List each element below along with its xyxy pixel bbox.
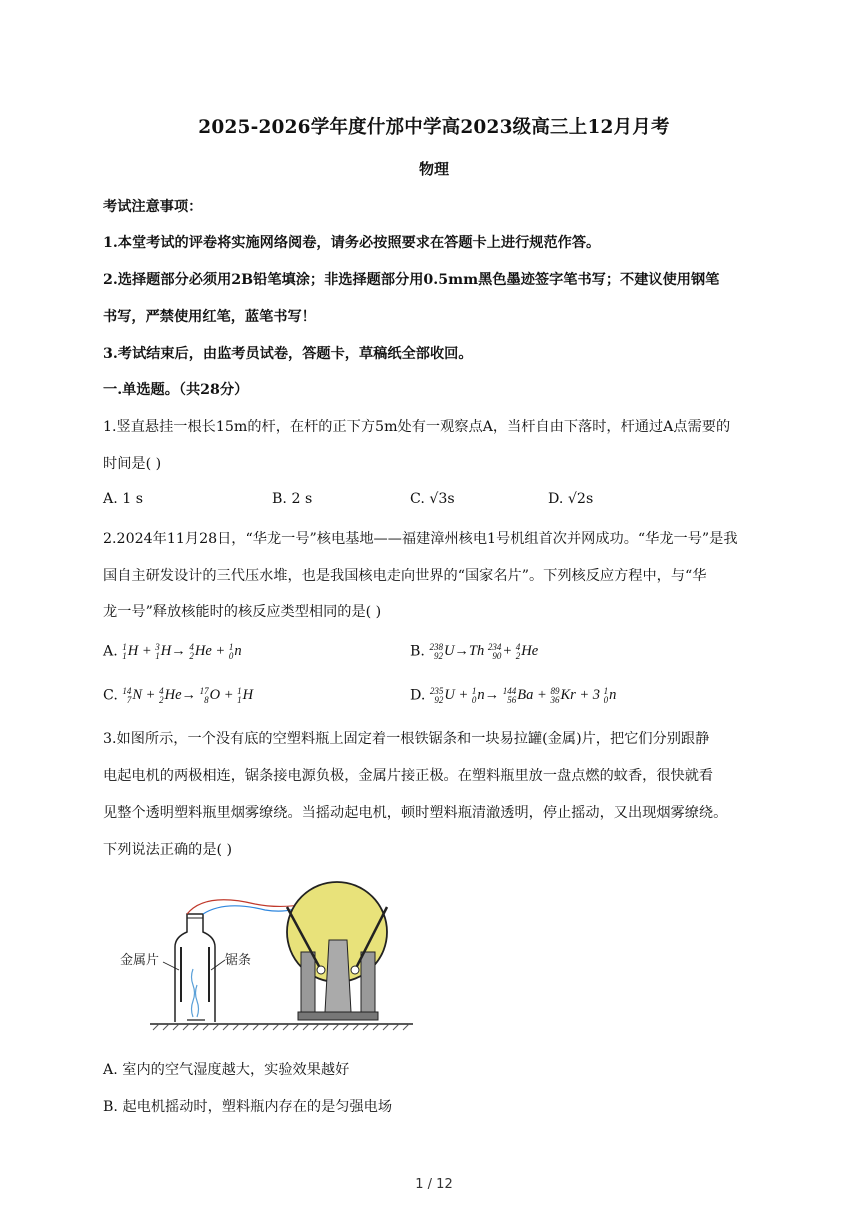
notice-item-2-cont: 书写，严禁使用红笔，蓝笔书写！ (103, 309, 316, 325)
question-3-stem: 3.如图所示，一个没有底的空塑料瓶上固定着一根铁锯条和一块易拉罐(金属)片，把它们分别跟静 (103, 731, 710, 747)
question-3-stem-cont-2: 见整个透明塑料瓶里烟雾缭绕。当摇动起电机，顿时塑料瓶清澈透明，停止摇动，又出现烟雾缭绕。 (103, 805, 728, 821)
question-3-stem-cont-1: 电起电机的两极相连，锯条接电源负极，金属片接正极。在塑料瓶里放一盘点燃的蚊香，很快就看 (103, 768, 714, 784)
page-number: 1 / 12 (415, 1177, 453, 1192)
question-1-option-a: A. 1 s (103, 491, 144, 507)
subject-title: 物理 (418, 160, 449, 178)
question-1-stem: 1.竖直悬挂一根长15m的杆，在杆的正下方5m处有一观察点A，当杆自由下落时，杆通过A点需要的 (103, 419, 731, 435)
notice-item-2: 2.选择题部分必须用2B铅笔填涂；非选择题部分用0.5mm黑色墨迹签字笔书写；不建议使用钢笔 (103, 272, 720, 288)
question-3-option-a: A. 室内的空气湿度越大，实验效果越好 (103, 1062, 350, 1078)
question-2-option-a: A. 1 1 H + 3 1 H→ 4 2 He + 1 0 n (103, 642, 242, 661)
question-1-option-c: C. √3s (410, 491, 455, 507)
question-3-stem-cont-3: 下列说法正确的是( ) (103, 842, 233, 858)
question-1-stem-cont: 时间是( ) (103, 456, 162, 472)
question-2-stem-cont-1: 国自主研发设计的三代压水堆，也是我国核电走向世界的“国家名片”。下列核反应方程中，与“华 (103, 568, 707, 584)
notice-heading: 考试注意事项： (103, 199, 203, 215)
question-2-option-b: B. 238 92 U→Th 234 90 + 4 2 He (410, 642, 539, 661)
notice-item-3: 3.考试结束后，由监考员试卷，答题卡，草稿纸全部收回。 (103, 346, 473, 362)
question-1-option-d: D. √2s (548, 491, 594, 507)
question-2-stem: 2.2024年11月28日，“华龙一号”核电基地——福建漳州核电1号机组首次并网成功。“华龙一号”是我 (103, 531, 738, 547)
question-2-option-d: D. 235 92 U + 1 0 n→ 144 56 Ba + 89 36 Kr + 3 1 0 n (410, 686, 617, 705)
label-metal-strip: 金属片 (120, 953, 160, 968)
question-2-stem-cont-2: 龙一号”释放核能时的核反应类型相同的是( ) (103, 604, 382, 620)
electrostatic-generator-figure (115, 852, 415, 1032)
section-heading: 一.单选题。（共28分） (103, 382, 249, 398)
page-title: 2025-2026学年度什邡中学高2023级高三上12月月考 (198, 117, 670, 138)
question-1-option-b: B. 2 s (272, 491, 313, 507)
question-3-option-b: B. 起电机摇动时，塑料瓶内存在的是匀强电场 (103, 1099, 393, 1115)
notice-item-1: 1.本堂考试的评卷将实施网络阅卷，请务必按照要求在答题卡上进行规范作答。 (103, 235, 601, 251)
question-2-option-c: C. 14 7 N + 4 2 He→ 17 8 O + 1 1 H (103, 686, 254, 705)
label-saw-blade: 锯条 (225, 953, 252, 968)
